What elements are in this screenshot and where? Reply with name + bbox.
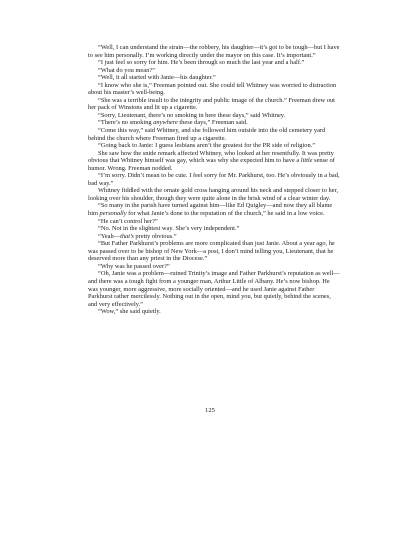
paragraph bbox=[88, 240, 340, 263]
text-run: “So many in the parish have turned against him—like Ed Quigley—and now they all blame him bbox=[88, 202, 333, 218]
italic-text: that’s bbox=[120, 232, 134, 240]
paragraph bbox=[88, 82, 340, 97]
text-run: pretty obvious.” bbox=[133, 232, 177, 240]
text-run: “No. Not in the slightest way. She’s very independent.” bbox=[98, 225, 240, 233]
paragraph bbox=[88, 270, 340, 308]
text-run: “I’m sorry. Didn’t mean to be cute. I feel sorry for Mr. Parkhurst, too. He’s obviously in a bad, bad way.” bbox=[88, 172, 340, 187]
text-run: “Yeah— bbox=[98, 232, 121, 240]
paragraph bbox=[88, 44, 340, 59]
text-run: sense of humor. Wrong. Freeman nodded. bbox=[88, 157, 335, 172]
paragraph bbox=[88, 74, 340, 82]
text-run: “I know who she is,” Freeman pointed out. She could tell Whitney was worried to distraction about his master’s well-being. bbox=[88, 81, 337, 97]
text-run: “Going back to Janie: I guess lesbians aren’t the greatest for the PR side of religion.” bbox=[98, 142, 316, 150]
paragraph bbox=[88, 150, 340, 173]
text-run: “Why was he passed over?” bbox=[98, 262, 170, 270]
paragraph bbox=[88, 97, 340, 112]
text-run: She saw how the snide remark affected Whitney, who looked at her resentfully. It was pretty obvious that Whitney himself was gay, which was why she expected him to have a bbox=[88, 149, 334, 165]
paragraph bbox=[88, 202, 340, 217]
text-run: “Well, it all started with Janie—his daughter.” bbox=[98, 74, 216, 82]
text-run: “Wow,” she said quietly. bbox=[98, 308, 161, 316]
paragraph bbox=[88, 218, 340, 226]
text-run: “Well, I can understand the strain—the robbery, his daughter—it’s got to be tough—but I have to see him personally. I’m working directly under the mayor on this case. It’s important.” bbox=[88, 44, 340, 59]
page-number: 125 bbox=[205, 407, 215, 414]
paragraph bbox=[88, 119, 340, 127]
text-run: “Oh, Janie was a problem—ruined Trinity’s image and Father Parkhurst’s reputation as well—and there was a tough fight from a younger man, Arthur Little of Albany. He’s now bishop. He was younger, more aggressive, more socially oriented—and he used Janie against Father Parkhurst rather mercilessly. Nothing out in the open, mind you, but quietly, behind the scenes, and very effectively.” bbox=[88, 270, 340, 308]
text-run: “What do you mean?” bbox=[98, 66, 155, 74]
text-run: “I just feel so sorry for him. He’s been through so much the last year and a half.” bbox=[98, 59, 305, 67]
text-run: “She was a terrible insult to the integrity and public image of the church.” Freeman drew out her pack of Winstons and lit up a cigarette. bbox=[88, 96, 335, 112]
text-run: Whitney fiddled with the ornate gold cross hanging around his neck and stepped closer to her, looking over his shoulder, though they were quite alone in the brisk wind of a clear winter day. bbox=[88, 187, 339, 202]
text-run: “But Father Parkhurst’s problems are more complicated than just Janie. About a year ago, he was passed over to be bishop of New York—a post, I don’t mind telling you, Lieutenant, that he deserved more than any priest in the Diocese.” bbox=[88, 240, 335, 263]
paragraph bbox=[88, 112, 340, 120]
italic-text: anywhere bbox=[153, 119, 178, 127]
text-run: “He can’t control her?” bbox=[98, 217, 158, 225]
italic-text: personally bbox=[99, 210, 127, 218]
body-text bbox=[88, 44, 340, 316]
text-run: these days,” Freeman said. bbox=[177, 119, 248, 127]
paragraph bbox=[88, 308, 340, 316]
paragraph bbox=[88, 127, 340, 142]
paragraph bbox=[88, 59, 340, 67]
text-run: “There’s no smoking bbox=[98, 119, 154, 127]
text-run: “Sorry, Lieutenant, there’s no smoking in here these days,” said Whitney. bbox=[98, 111, 286, 119]
text-run: for what Janie’s done to the reputation of the church,” he said in a low voice. bbox=[126, 210, 325, 218]
paragraph bbox=[88, 187, 340, 202]
paragraph bbox=[88, 263, 340, 271]
italic-text: little bbox=[300, 157, 313, 165]
paragraph bbox=[88, 225, 340, 233]
text-run: “Come this way,” said Whitney, and she followed him outside into the old cemetery yard behind the church where Freeman fired up a cigarette. bbox=[88, 127, 326, 142]
paragraph bbox=[88, 67, 340, 75]
paragraph bbox=[88, 142, 340, 150]
paragraph bbox=[88, 172, 340, 187]
paragraph bbox=[88, 233, 340, 241]
